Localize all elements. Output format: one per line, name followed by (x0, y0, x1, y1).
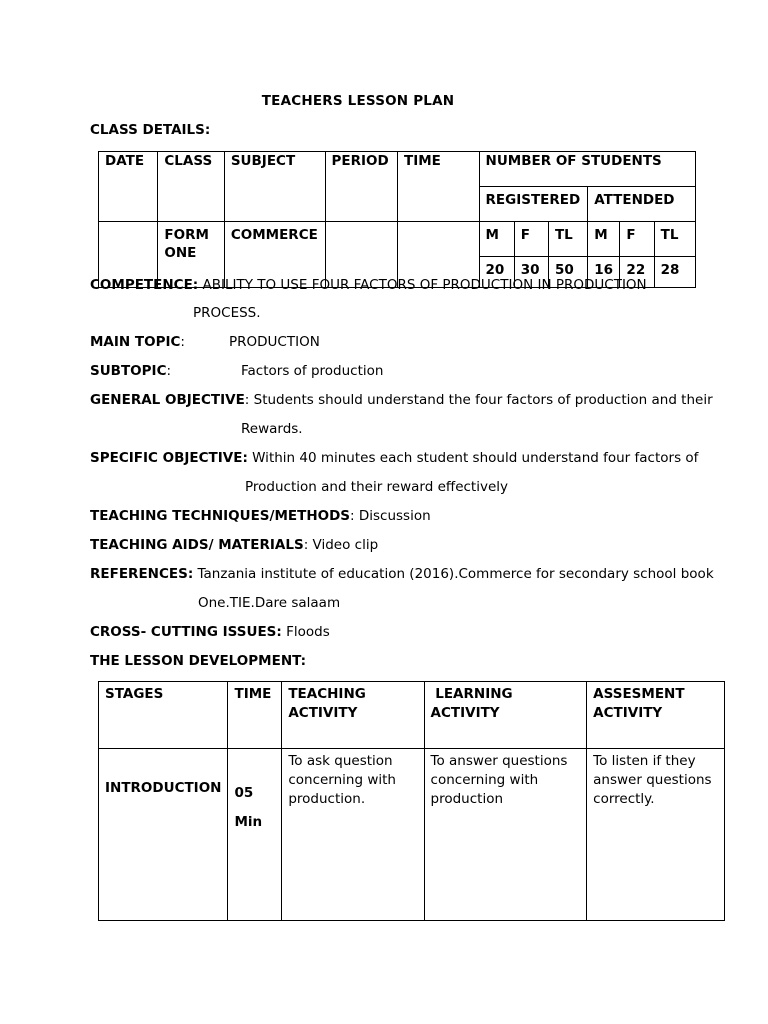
references-text-cont: One.TIE.Dare salaam (198, 595, 341, 611)
registered-total-count: 50 (548, 257, 587, 288)
header-subject: SUBJECT (224, 152, 325, 222)
document-title: TEACHERS LESSON PLAN (261, 93, 455, 109)
header-learning-line2: ACTIVITY (430, 705, 500, 721)
header-class: CLASS (158, 152, 224, 222)
subject-value: COMMERCE (224, 222, 325, 288)
sub-header-registered-f: F (514, 222, 548, 257)
header-lesson-time: TIME (228, 682, 282, 749)
specific-objective-line (90, 450, 698, 466)
registered-male-count: 20 (479, 257, 514, 288)
main-topic-colon: : (180, 334, 185, 350)
learning-activity-cell: To answer questions concerning with production (424, 749, 587, 921)
competence-text: ABILITY TO USE FOUR FACTORS OF PRODUCTION IN PRODUCTION (198, 277, 647, 293)
header-stages: STAGES (99, 682, 228, 749)
cross-cutting-line (90, 624, 330, 640)
class-value-line1: FORM (164, 227, 209, 243)
cross-cutting-label: CROSS- CUTTING ISSUES: (90, 624, 282, 640)
general-objective-text-cont: Rewards. (241, 421, 303, 437)
general-objective-line (90, 392, 713, 408)
attended-female-count: 22 (620, 257, 654, 288)
competence-line (90, 277, 647, 293)
header-date: DATE (99, 152, 158, 222)
stage-cell (99, 749, 228, 921)
general-objective-label: GENERAL OBJECTIVE (90, 392, 245, 408)
time-value-line1: 05 (234, 785, 254, 801)
teaching-aids-label: TEACHING AIDS/ MATERIALS (90, 537, 304, 553)
teaching-techniques-value: : Discussion (350, 508, 431, 524)
table-row (99, 749, 725, 921)
header-teaching-line1: TEACHING (288, 686, 366, 702)
teaching-aids-line (90, 537, 378, 553)
lesson-development-table (98, 681, 725, 921)
specific-objective-label: SPECIFIC OBJECTIVE: (90, 450, 248, 466)
teaching-activity-cell: To ask question concerning with production. (282, 749, 424, 921)
lesson-table-header-row (99, 682, 725, 749)
header-learning-activity (424, 682, 587, 749)
time-cell (228, 749, 282, 921)
sub-header-attended-f: F (620, 222, 654, 257)
subtopic-label: SUBTOPIC (90, 363, 167, 379)
class-details-label: CLASS DETAILS: (90, 122, 211, 138)
main-topic-line (90, 334, 185, 350)
header-period: PERIOD (325, 152, 397, 222)
header-attended: ATTENDED (588, 187, 696, 222)
subtopic-colon: : (166, 363, 172, 379)
class-details-table (98, 151, 696, 288)
header-teaching-line2: ACTIVITY (288, 705, 358, 721)
main-topic-value: PRODUCTION (229, 334, 320, 350)
subtopic-line (90, 363, 171, 379)
main-topic-label: MAIN TOPIC (90, 334, 181, 350)
teaching-techniques-line (90, 508, 431, 524)
specific-objective-text: Within 40 minutes each student should understand four factors of (247, 450, 699, 466)
competence-label: COMPETENCE: (90, 277, 199, 293)
sub-header-attended-tl: TL (654, 222, 695, 257)
header-teaching-activity (282, 682, 424, 749)
header-assessment-line2: ACTIVITY (593, 705, 663, 721)
sub-header-attended-m: M (588, 222, 620, 257)
registered-female-count: 30 (514, 257, 548, 288)
stage-value: INTRODUCTION (105, 780, 222, 796)
references-line (90, 566, 714, 582)
competence-text-cont: PROCESS. (193, 305, 261, 321)
references-text: Tanzania institute of education (2016).Commerce for secondary school book (193, 566, 714, 582)
subtopic-value: Factors of production (241, 363, 384, 379)
references-label: REFERENCES: (90, 566, 194, 582)
class-value-line2: ONE (164, 245, 197, 261)
lesson-development-label: THE LESSON DEVELOPMENT: (90, 653, 306, 669)
header-number-of-students: NUMBER OF STUDENTS (479, 152, 695, 187)
general-objective-text: : Students should understand the four factors of production and their (244, 392, 713, 408)
time-cell-inner (234, 752, 275, 837)
assessment-activity-cell: To listen if they answer questions correctly. (587, 749, 725, 921)
sub-header-registered-m: M (479, 222, 514, 257)
header-learning-line1: LEARNING (430, 686, 513, 702)
header-assessment-activity (587, 682, 725, 749)
teaching-techniques-label: TEACHING TECHNIQUES/METHODS (90, 508, 351, 524)
header-registered: REGISTERED (479, 187, 588, 222)
header-time: TIME (397, 152, 479, 222)
attended-male-count: 16 (588, 257, 620, 288)
cross-cutting-value: Floods (281, 624, 330, 640)
time-value-line2: Min (234, 814, 263, 830)
header-assessment-line1: ASSESMENT (593, 686, 685, 702)
specific-objective-text-cont: Production and their reward effectively (245, 479, 509, 495)
teaching-aids-value: : Video clip (303, 537, 379, 553)
sub-header-registered-tl: TL (548, 222, 587, 257)
attended-total-count: 28 (654, 257, 695, 288)
